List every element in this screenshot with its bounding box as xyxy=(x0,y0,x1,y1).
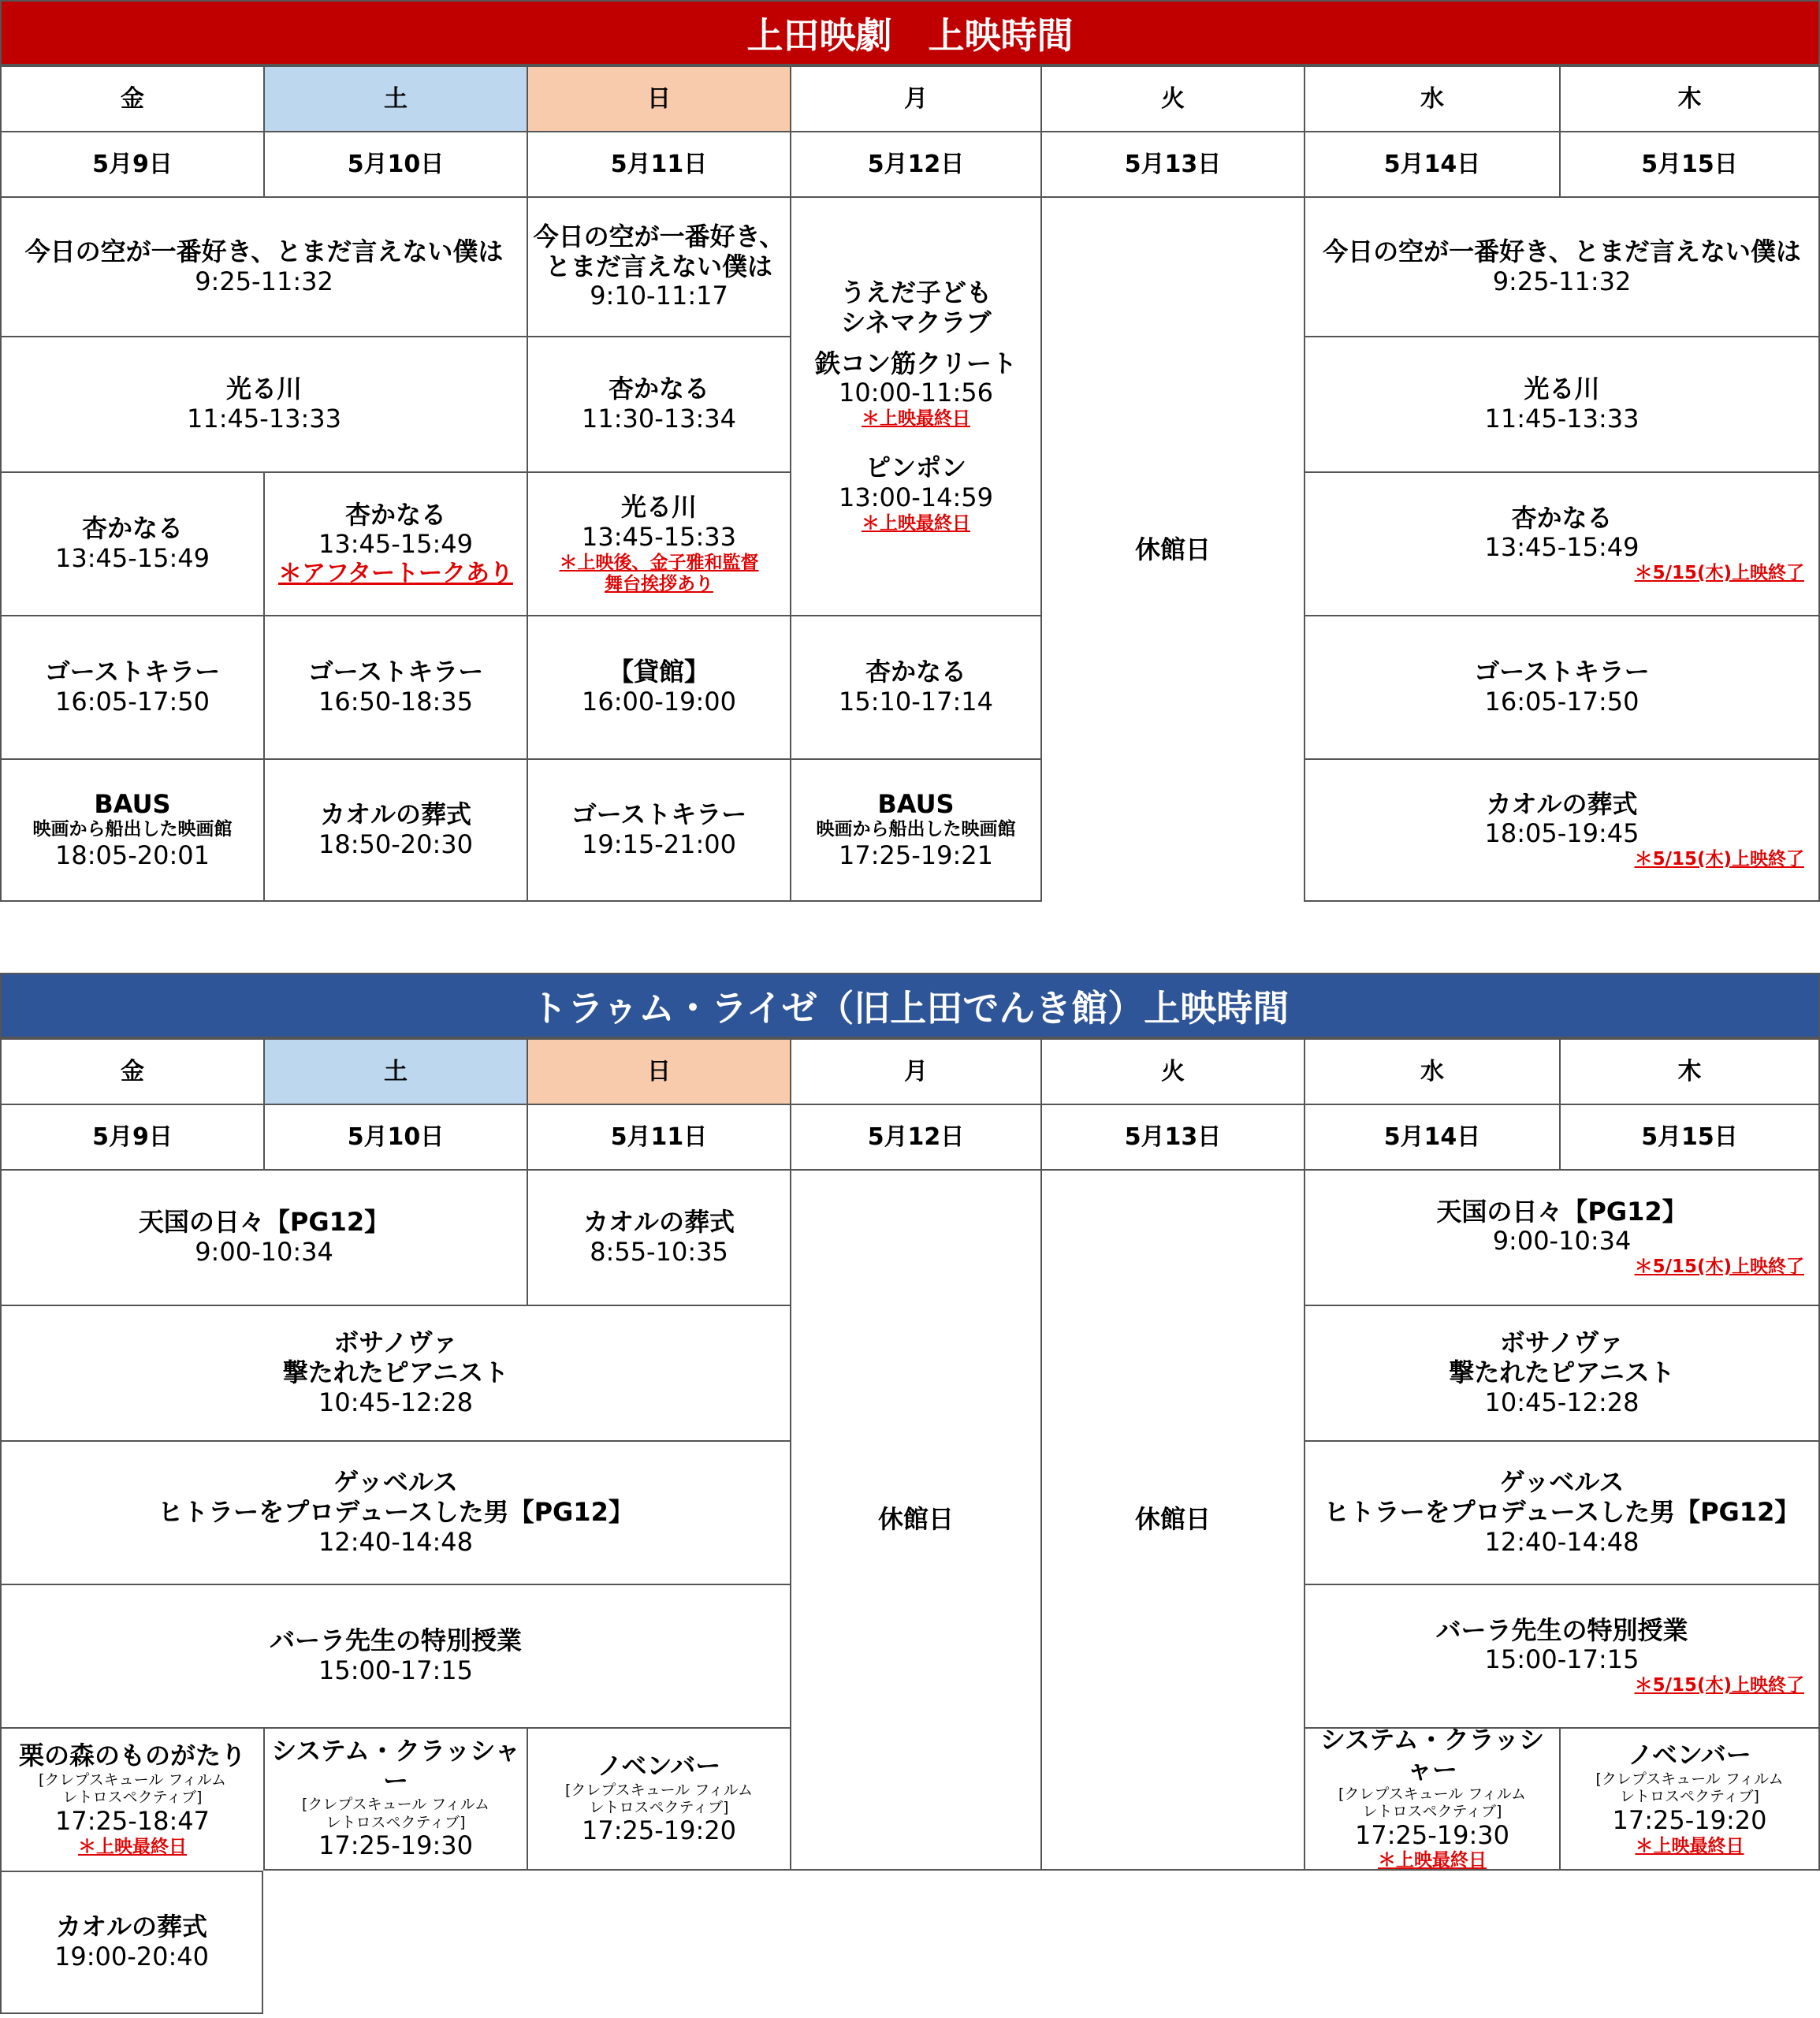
showtime: 16:00-19:00 xyxy=(582,687,736,717)
screening-cell xyxy=(0,615,263,758)
showtime: 18:05-19:45 xyxy=(1484,818,1639,849)
screening-cell xyxy=(527,1169,790,1305)
screening-cell xyxy=(0,471,263,615)
screening-cell xyxy=(0,1727,263,1871)
date-cell: 5月13日 xyxy=(1040,1104,1304,1169)
showtime: 9:00-10:34 xyxy=(195,1237,333,1267)
final-day-note: ＊上映最終日 xyxy=(1635,1835,1744,1856)
closed-label: 休館日 xyxy=(1134,534,1211,564)
day-header-thu: 木 xyxy=(1559,1038,1820,1104)
screening-cell xyxy=(263,758,527,902)
showtime: 11:45-13:33 xyxy=(187,404,341,434)
screening-cell xyxy=(527,758,790,902)
film-subtitle: [クレプスキュール フィルム xyxy=(1595,1770,1784,1789)
film-subtitle: レトロスペクティブ] xyxy=(326,1813,466,1831)
showtime: 17:25-19:21 xyxy=(839,840,993,870)
screening-cell xyxy=(0,758,263,902)
showtime: 17:25-19:20 xyxy=(1612,1804,1767,1835)
showtime: 17:25-18:47 xyxy=(55,1805,210,1836)
date-cell: 5月11日 xyxy=(527,131,790,196)
ueda-eigeki-schedule xyxy=(0,65,1820,902)
film-title: BAUS xyxy=(94,788,171,819)
screening-cell xyxy=(1304,336,1820,471)
screening-cell xyxy=(1304,1727,1559,1871)
day-header-mon: 月 xyxy=(790,1038,1040,1104)
film-title: カオルの葬式 xyxy=(582,1207,735,1238)
final-day-note: ＊上映最終日 xyxy=(1378,1850,1487,1871)
day-header-mon: 月 xyxy=(790,65,1040,131)
stage-greeting-note: 舞台挨拶あり xyxy=(605,573,713,594)
film-subtitle: [クレプスキュール フィルム xyxy=(38,1771,227,1789)
film-title: 【貸館】 xyxy=(608,657,709,687)
film-title: ゲッベルス xyxy=(1499,1467,1625,1498)
screening-cell xyxy=(0,1169,527,1305)
date-cell: 5月10日 xyxy=(263,131,527,196)
film-subtitle: レトロスペクティブ] xyxy=(589,1799,729,1816)
stage-greeting-note: ＊上映後、金子雅和監督 xyxy=(559,552,759,573)
film-title: ボサノヴァ xyxy=(333,1327,458,1358)
showtime: 13:00-14:59 xyxy=(839,482,993,512)
showtime: 15:00-17:15 xyxy=(318,1655,473,1685)
kids-club-title: うえだ子ども xyxy=(839,277,992,308)
date-cell: 5月14日 xyxy=(1304,1104,1559,1169)
showtime: 16:05-17:50 xyxy=(55,687,210,717)
traum-reise-schedule xyxy=(0,1038,1820,2014)
showtime: 10:00-11:56 xyxy=(839,378,993,408)
screening-cell xyxy=(1304,758,1820,902)
film-title: ピンポン xyxy=(865,452,966,483)
day-header-tue: 火 xyxy=(1040,65,1304,131)
end-note: ＊5/15(木)上映終了 xyxy=(1634,1675,1804,1696)
final-day-note: ＊上映最終日 xyxy=(862,408,970,430)
film-title: ゴーストキラー xyxy=(571,799,747,830)
final-day-note: ＊上映最終日 xyxy=(78,1836,187,1857)
date-cell: 5月15日 xyxy=(1559,1104,1820,1169)
screening-cell xyxy=(790,758,1040,902)
screening-cell xyxy=(263,1727,527,1871)
film-title: バーラ先生の特別授業 xyxy=(1435,1614,1688,1645)
film-subtitle: 映画から船出した映画館 xyxy=(32,819,233,840)
kids-club-title: シネマクラブ xyxy=(840,307,992,337)
showtime: 13:45-15:33 xyxy=(582,521,736,552)
showtime: 8:55-10:35 xyxy=(590,1237,728,1267)
day-header-fri: 金 xyxy=(0,65,263,131)
film-title: ノベンバー xyxy=(597,1750,721,1781)
showtime: 19:15-21:00 xyxy=(582,829,736,859)
closed-label: 休館日 xyxy=(1134,1504,1211,1535)
screening-cell xyxy=(1304,196,1820,336)
film-title: システム・クラッシャー xyxy=(1319,1725,1545,1785)
film-subtitle: [クレプスキュール フィルム xyxy=(301,1796,490,1814)
screening-cell xyxy=(527,336,790,471)
screening-cell xyxy=(0,1305,790,1440)
film-title: ゴーストキラー xyxy=(307,657,484,687)
screening-cell xyxy=(1304,1169,1820,1305)
film-title: 栗の森のものがたり xyxy=(18,1741,246,1771)
film-title: 杏かなる xyxy=(865,657,966,687)
film-title: 今日の空が一番好き、 xyxy=(533,221,785,251)
film-title: 天国の日々【PG12】 xyxy=(1436,1196,1688,1227)
screening-cell xyxy=(0,1440,790,1584)
film-subtitle: レトロスペクティブ] xyxy=(62,1789,203,1807)
showtime: 9:25-11:32 xyxy=(195,266,333,296)
showtime: 11:30-13:34 xyxy=(582,404,736,434)
film-subtitle: [クレプスキュール フィルム xyxy=(1338,1785,1527,1803)
screening-cell xyxy=(1559,1727,1820,1871)
film-title: ノベンバー xyxy=(1628,1740,1751,1770)
screening-cell xyxy=(527,471,790,615)
showtime: 17:25-19:30 xyxy=(318,1830,473,1861)
film-subtitle: レトロスペクティブ] xyxy=(1362,1803,1502,1821)
screening-cell xyxy=(527,615,790,758)
showtime: 17:25-19:20 xyxy=(582,1815,736,1846)
film-title: ゴーストキラー xyxy=(44,657,221,687)
date-cell: 5月9日 xyxy=(0,1104,263,1169)
film-title: カオルの葬式 xyxy=(55,1912,207,1942)
screening-cell xyxy=(1304,1440,1820,1584)
closed-cell xyxy=(1040,196,1304,902)
day-header-sun: 日 xyxy=(527,1038,790,1104)
showtime: 9:00-10:34 xyxy=(1492,1226,1632,1257)
day-header-tue: 火 xyxy=(1040,1038,1304,1104)
film-title: 光る川 xyxy=(620,492,697,523)
film-title: 杏かなる xyxy=(344,499,446,530)
screening-cell xyxy=(1304,615,1820,758)
film-title: ゴーストキラー xyxy=(1474,657,1650,687)
screening-cell xyxy=(790,615,1040,758)
screening-cell xyxy=(263,615,527,758)
ueda-eigeki-title: 上田映劇 上映時間 xyxy=(0,0,1820,65)
screening-cell xyxy=(0,196,527,336)
showtime: 12:40-14:48 xyxy=(1484,1526,1639,1557)
film-title: 光る川 xyxy=(225,374,302,404)
screening-cell xyxy=(527,196,790,336)
closed-cell xyxy=(1040,1169,1304,1871)
day-header-sun: 日 xyxy=(527,65,790,131)
film-title: 撃たれたピアニスト xyxy=(1449,1357,1675,1388)
film-title: とまだ言えない僕は xyxy=(545,251,772,281)
film-subtitle: 映画から船出した映画館 xyxy=(816,819,1016,840)
film-title: 杏かなる xyxy=(608,374,709,404)
screening-cell xyxy=(0,1584,790,1727)
screening-cell-kids-club xyxy=(790,196,1040,615)
showtime: 9:10-11:17 xyxy=(590,281,728,311)
date-cell: 5月14日 xyxy=(1304,131,1559,196)
film-title: 撃たれたピアニスト xyxy=(282,1357,509,1388)
screening-cell xyxy=(0,1871,263,2014)
film-title: 杏かなる xyxy=(1511,502,1613,533)
date-cell: 5月10日 xyxy=(263,1104,527,1169)
film-title: 光る川 xyxy=(1524,374,1600,404)
end-note: ＊5/15(木)上映終了 xyxy=(1634,849,1804,870)
showtime: 13:45-15:49 xyxy=(55,543,210,573)
film-title: 杏かなる xyxy=(81,513,183,544)
date-cell: 5月15日 xyxy=(1559,131,1820,196)
screening-cell xyxy=(1304,1584,1820,1727)
day-header-fri: 金 xyxy=(0,1038,263,1104)
screening-cell xyxy=(1304,1305,1820,1440)
film-subtitle: [クレプスキュール フィルム xyxy=(564,1781,754,1799)
showtime: 13:45-15:49 xyxy=(1484,532,1639,563)
film-title: ボサノヴァ xyxy=(1499,1327,1625,1358)
showtime: 9:25-11:32 xyxy=(1492,266,1632,296)
film-title: ヒトラーをプロデュースした男【PG12】 xyxy=(158,1497,634,1528)
showtime: 19:00-20:40 xyxy=(54,1942,209,1971)
screening-cell xyxy=(0,336,527,471)
day-header-thu: 木 xyxy=(1559,65,1820,131)
day-header-wed: 水 xyxy=(1304,1038,1559,1104)
showtime: 15:00-17:15 xyxy=(1484,1644,1639,1675)
screening-cell xyxy=(263,471,527,615)
screening-cell xyxy=(1304,471,1820,615)
showtime: 10:45-12:28 xyxy=(1484,1387,1639,1417)
day-header-wed: 水 xyxy=(1304,65,1559,131)
showtime: 15:10-17:14 xyxy=(839,687,993,717)
showtime: 12:40-14:48 xyxy=(318,1526,473,1557)
showtime: 10:45-12:28 xyxy=(318,1387,473,1417)
film-title: カオルの葬式 xyxy=(319,799,471,830)
date-cell: 5月13日 xyxy=(1040,131,1304,196)
traum-reise-title: トラゥム・ライゼ（旧上田でんき館）上映時間 xyxy=(0,973,1820,1038)
showtime: 11:45-13:33 xyxy=(1484,404,1639,434)
film-title: ヒトラーをプロデュースした男【PG12】 xyxy=(1323,1497,1800,1528)
end-note: ＊5/15(木)上映終了 xyxy=(1634,563,1804,584)
showtime: 16:05-17:50 xyxy=(1484,687,1639,717)
day-header-sat: 土 xyxy=(263,65,527,131)
film-title: ゲッベルス xyxy=(333,1467,458,1498)
date-cell: 5月12日 xyxy=(790,1104,1040,1169)
day-header-sat: 土 xyxy=(263,1038,527,1104)
film-title: 天国の日々【PG12】 xyxy=(138,1207,390,1238)
showtime: 17:25-19:30 xyxy=(1355,1819,1509,1850)
film-title: BAUS xyxy=(877,788,955,819)
film-title: 今日の空が一番好き、とまだ言えない僕は xyxy=(24,236,504,266)
showtime: 18:05-20:01 xyxy=(55,840,210,870)
closed-cell xyxy=(790,1169,1040,1871)
film-title: システム・クラッシャー xyxy=(271,1735,520,1796)
screening-cell xyxy=(527,1727,790,1871)
film-subtitle: レトロスペクティブ] xyxy=(1620,1788,1759,1806)
film-title: バーラ先生の特別授業 xyxy=(269,1625,522,1656)
end-note: ＊5/15(木)上映終了 xyxy=(1634,1257,1804,1278)
film-title: カオルの葬式 xyxy=(1486,788,1638,819)
film-title: 鉄コン筋クリート xyxy=(814,348,1017,378)
date-cell: 5月9日 xyxy=(0,131,263,196)
showtime: 13:45-15:49 xyxy=(318,529,473,560)
final-day-note: ＊上映最終日 xyxy=(862,512,970,534)
showtime: 18:50-20:30 xyxy=(318,829,473,859)
date-cell: 5月11日 xyxy=(527,1104,790,1169)
showtime: 16:50-18:35 xyxy=(318,687,473,717)
film-title: 今日の空が一番好き、とまだ言えない僕は xyxy=(1323,236,1801,266)
date-cell: 5月12日 xyxy=(790,131,1040,196)
closed-label: 休館日 xyxy=(877,1504,954,1535)
after-talk-note: ＊アフタートークあり xyxy=(278,560,513,588)
